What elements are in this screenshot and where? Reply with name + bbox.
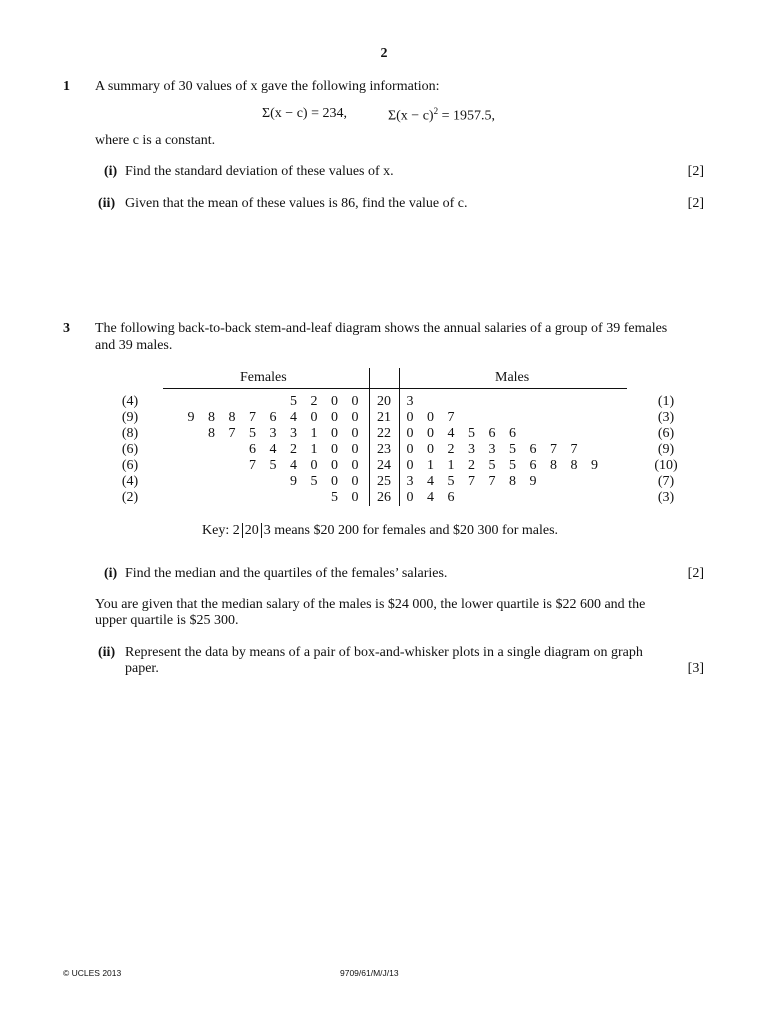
female-leaf: 7 — [228, 426, 236, 441]
female-leaf: 1 — [310, 442, 318, 457]
male-leaf: 0 — [406, 442, 414, 457]
female-leaf: 0 — [331, 426, 338, 441]
male-count: (3) — [657, 410, 675, 425]
male-leaf: 5 — [509, 458, 516, 473]
question-1-where: where c is a constant. — [95, 133, 216, 148]
female-count: (4) — [121, 394, 139, 409]
female-leaf: 5 — [331, 490, 338, 505]
female-count: (9) — [121, 410, 139, 425]
female-leaf: 0 — [331, 394, 338, 409]
female-leaf: 0 — [331, 442, 338, 457]
male-leaf: 0 — [406, 490, 414, 505]
formula-b-base: Σ(x − c) — [388, 108, 434, 124]
female-leaf: 0 — [351, 394, 359, 409]
question-1-intro: A summary of 30 values of x gave the following information: — [95, 79, 440, 94]
stem-value: 20 — [377, 394, 391, 409]
female-leaf: 7 — [249, 458, 256, 473]
stem-value: 23 — [377, 442, 391, 457]
male-count: (1) — [657, 394, 675, 409]
question-1-formula-a: Σ(x − c) = 234, — [262, 106, 347, 121]
q1-part-i-label: (i) — [104, 164, 118, 179]
question-3-intro-line2: and 39 males. — [95, 338, 173, 353]
male-count: (10) — [654, 458, 678, 473]
female-count: (6) — [121, 458, 139, 473]
male-leaf: 3 — [406, 394, 414, 409]
male-leaf: 5 — [468, 426, 475, 441]
q3-part-ii-line1: Represent the data by means of a pair of box-and-whisker plots in a single diagram on graph — [125, 645, 643, 660]
q1-part-ii-text: Given that the mean of these values is 86, find the value of c. — [125, 196, 468, 211]
question-3-intro-line1: The following back-to-back stem-and-leaf diagram shows the annual salaries of a group of 39 females — [95, 321, 668, 336]
male-leaf: 2 — [447, 442, 455, 457]
male-leaf: 9 — [591, 458, 598, 473]
stem-value: 21 — [377, 410, 391, 425]
male-leaf: 6 — [509, 426, 516, 441]
male-leaf: 1 — [447, 458, 455, 473]
q1-part-ii-marks: [2] — [687, 196, 704, 211]
males-header: Males — [495, 370, 530, 385]
male-leaf: 6 — [529, 458, 537, 473]
female-count: (2) — [121, 490, 139, 505]
formula-b-exponent: 2 — [433, 106, 439, 116]
female-leaf: 1 — [310, 426, 318, 441]
male-count: (7) — [657, 474, 675, 489]
female-leaf: 8 — [208, 426, 215, 441]
male-leaf: 5 — [509, 442, 516, 457]
female-leaf: 0 — [310, 458, 318, 473]
female-leaf: 5 — [249, 426, 256, 441]
page-number: 2 — [380, 46, 388, 61]
female-leaf: 8 — [208, 410, 215, 425]
female-leaf: 0 — [331, 410, 338, 425]
male-leaf: 0 — [427, 442, 434, 457]
q1-part-ii-label: (ii) — [98, 196, 116, 211]
female-leaf: 0 — [351, 426, 359, 441]
male-leaf: 8 — [509, 474, 516, 489]
female-leaf: 0 — [351, 474, 359, 489]
female-leaf: 5 — [269, 458, 277, 473]
male-leaf: 3 — [488, 442, 496, 457]
female-count: (8) — [121, 426, 139, 441]
male-leaf: 4 — [447, 426, 455, 441]
females-header: Females — [240, 370, 287, 385]
female-leaf: 4 — [290, 458, 297, 473]
stem-value: 26 — [377, 490, 391, 505]
footer-code: 9709/61/M/J/13 — [340, 968, 399, 978]
female-leaf: 3 — [269, 426, 277, 441]
stem-value: 22 — [377, 426, 391, 441]
male-leaf: 5 — [447, 474, 455, 489]
formula-b-rest: = 1957.5, — [438, 108, 495, 124]
female-count: (6) — [121, 442, 139, 457]
q3-given-line2: upper quartile is $25 300. — [95, 613, 239, 628]
footer-copyright: © UCLES 2013 — [63, 968, 122, 978]
female-count: (4) — [121, 474, 139, 489]
male-leaf: 6 — [447, 490, 455, 505]
male-leaf: 8 — [550, 458, 557, 473]
key-stem: 20 — [242, 523, 259, 538]
male-leaf: 1 — [427, 458, 434, 473]
male-leaf: 7 — [488, 474, 496, 489]
q1-part-i-marks: [2] — [687, 164, 704, 179]
female-leaf: 5 — [310, 474, 318, 489]
male-leaf: 6 — [529, 442, 537, 457]
female-leaf: 0 — [331, 458, 338, 473]
question-3-number: 3 — [63, 321, 70, 336]
male-count: (3) — [657, 490, 675, 505]
male-leaf: 2 — [468, 458, 475, 473]
female-leaf: 2 — [310, 394, 318, 409]
female-leaf: 5 — [290, 394, 297, 409]
female-leaf: 6 — [249, 442, 256, 457]
q3-part-ii-line2: paper. — [125, 661, 159, 676]
male-leaf: 0 — [406, 426, 414, 441]
female-leaf: 6 — [269, 410, 277, 425]
male-leaf: 7 — [468, 474, 475, 489]
female-leaf: 2 — [290, 442, 297, 457]
stem-value: 25 — [377, 474, 391, 489]
female-leaf: 0 — [351, 490, 359, 505]
female-leaf: 4 — [269, 442, 277, 457]
male-leaf: 8 — [570, 458, 578, 473]
male-leaf: 0 — [406, 410, 414, 425]
male-leaf: 4 — [427, 490, 434, 505]
male-leaf: 7 — [570, 442, 578, 457]
female-leaf: 4 — [290, 410, 297, 425]
key-suffix: 3 means $20 200 for females and $20 300 for males. — [261, 523, 558, 538]
question-1-number: 1 — [63, 79, 70, 94]
key-prefix: Key: 2 — [202, 523, 240, 538]
female-leaf: 0 — [351, 410, 359, 425]
female-leaf: 0 — [351, 442, 359, 457]
male-leaf: 0 — [427, 426, 434, 441]
male-leaf: 7 — [550, 442, 557, 457]
female-leaf: 0 — [310, 410, 318, 425]
male-count: (9) — [657, 442, 675, 457]
q3-part-i-text: Find the median and the quartiles of the females’ salaries. — [125, 566, 448, 581]
male-leaf: 3 — [468, 442, 475, 457]
male-leaf: 9 — [529, 474, 537, 489]
male-leaf: 5 — [488, 458, 496, 473]
male-leaf: 7 — [447, 410, 455, 425]
q3-part-ii-label: (ii) — [98, 645, 116, 660]
female-leaf: 8 — [228, 410, 236, 425]
q3-part-i-label: (i) — [104, 566, 118, 581]
stem-right-rule — [399, 368, 400, 506]
female-leaf: 9 — [187, 410, 195, 425]
q1-part-i-text: Find the standard deviation of these values of x. — [125, 164, 394, 179]
q3-part-ii-marks: [3] — [687, 661, 704, 676]
female-leaf: 7 — [249, 410, 256, 425]
male-leaf: 0 — [427, 410, 434, 425]
stem-value: 24 — [377, 458, 391, 473]
q3-part-i-marks: [2] — [687, 566, 704, 581]
q3-given-line1: You are given that the median salary of the males is $24 000, the lower quartile is $22 600 and the — [95, 597, 646, 612]
female-leaf: 9 — [290, 474, 297, 489]
male-count: (6) — [657, 426, 675, 441]
stem-leaf-key — [202, 523, 558, 539]
male-leaf: 0 — [406, 458, 414, 473]
female-leaf: 0 — [331, 474, 338, 489]
male-leaf: 4 — [427, 474, 434, 489]
male-leaf: 3 — [406, 474, 414, 489]
header-rule — [163, 388, 627, 389]
male-leaf: 6 — [488, 426, 496, 441]
female-leaf: 0 — [351, 458, 359, 473]
female-leaf: 3 — [290, 426, 297, 441]
